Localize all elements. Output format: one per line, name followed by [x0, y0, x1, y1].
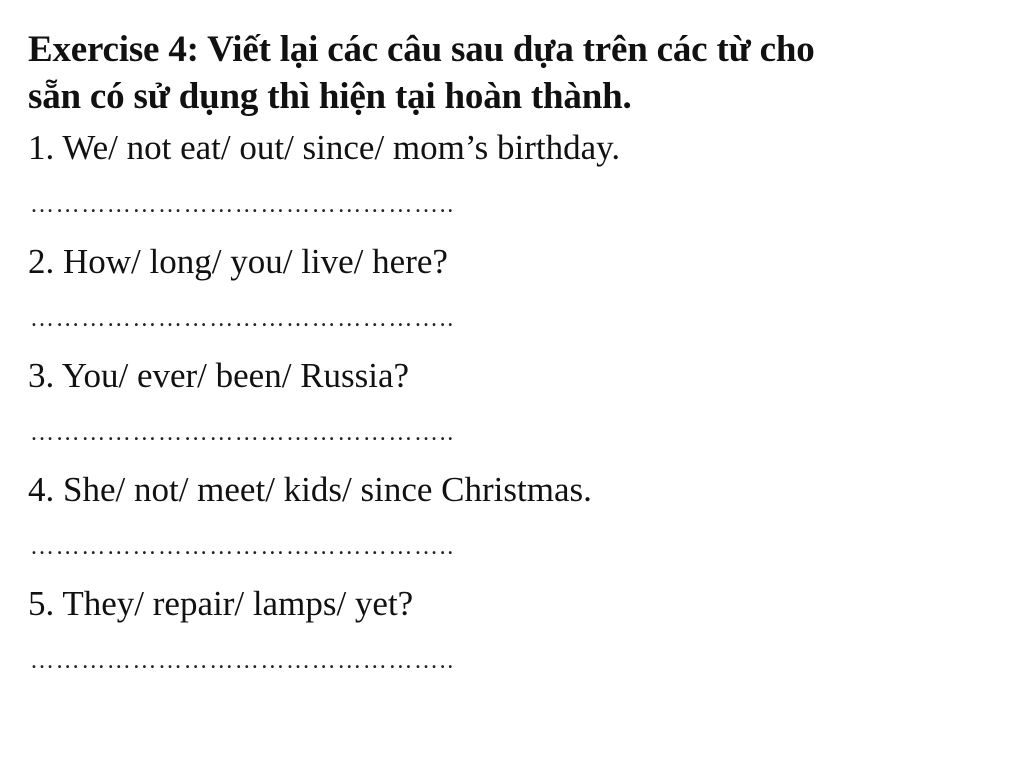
exercise-prompt-4: 4. She/ not/ meet/ kids/ since Christmas. — [28, 470, 592, 509]
exercise-prompt-1: 1. We/ not eat/ out/ since/ mom’s birthday. — [28, 128, 621, 167]
answer-line-4[interactable]: ………………………………………….. — [30, 534, 455, 560]
exercise-item-1 — [28, 126, 988, 240]
answer-line-5[interactable]: ………………………………………….. — [30, 648, 455, 674]
exercise-item-2 — [28, 240, 988, 354]
exercise-item-3 — [28, 354, 988, 468]
exercise-prompt-5: 5. They/ repair/ lamps/ yet? — [28, 584, 414, 623]
answer-line-3[interactable]: ………………………………………….. — [30, 420, 455, 446]
exercise-item-5 — [28, 582, 988, 696]
exercise-title — [28, 26, 988, 120]
exercise-prompt-2: 2. How/ long/ you/ live/ here? — [28, 242, 448, 281]
exercise-prompt-3: 3. You/ ever/ been/ Russia? — [28, 356, 410, 395]
answer-line-1[interactable]: ………………………………………….. — [30, 192, 455, 218]
answer-line-2[interactable]: ………………………………………….. — [30, 306, 455, 332]
exercise-title-line-1: Exercise 4: Viết lại các câu sau dựa trên các từ cho — [28, 29, 815, 70]
exercise-title-line-2: sẵn có sử dụng thì hiện tại hoàn thành. — [28, 76, 632, 117]
exercise-item-4 — [28, 468, 988, 582]
worksheet — [28, 26, 988, 696]
